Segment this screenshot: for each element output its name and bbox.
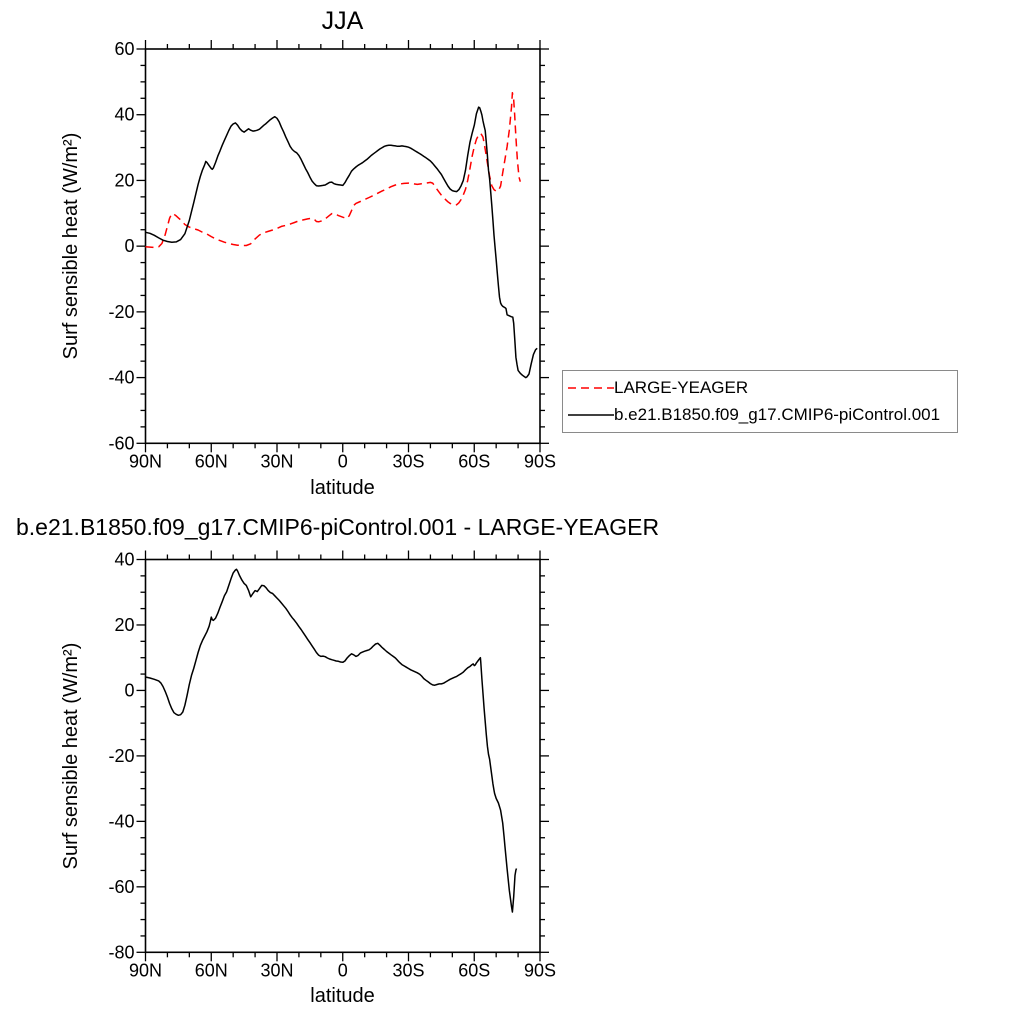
svg-text:-60: -60: [108, 433, 135, 454]
top-chart-y-axis-label: Surf sensible heat (W/m²): [60, 132, 82, 360]
svg-text:30S: 30S: [392, 451, 425, 472]
svg-text:90N: 90N: [128, 451, 163, 472]
svg-text:60N: 60N: [194, 451, 228, 472]
svg-text:-60: -60: [108, 876, 135, 897]
svg-text:-20: -20: [108, 745, 135, 766]
svg-text:-20: -20: [108, 301, 135, 322]
svg-text:-40: -40: [108, 367, 135, 388]
svg-text:20: 20: [114, 614, 135, 635]
svg-text:90S: 90S: [523, 960, 557, 981]
svg-text:60S: 60S: [458, 960, 491, 981]
svg-text:40: 40: [114, 104, 135, 125]
svg-text:0: 0: [124, 680, 135, 701]
svg-text:-80: -80: [108, 942, 135, 963]
svg-text:90N: 90N: [128, 960, 163, 981]
svg-text:0: 0: [124, 236, 135, 257]
svg-text:90S: 90S: [523, 451, 557, 472]
legend-label: b.e21.B1850.f09_g17.CMIP6-piControl.001: [614, 405, 941, 424]
svg-text:0: 0: [337, 960, 348, 981]
legend-label: LARGE-YEAGER: [614, 378, 749, 397]
legend-line-solid-icon: [568, 412, 614, 418]
top-chart-title: JJA: [321, 7, 364, 35]
svg-text:-40: -40: [108, 811, 135, 832]
legend-line-dashed-icon: [568, 385, 614, 391]
legend: [562, 370, 958, 433]
bottom-chart-title: b.e21.B1850.f09_g17.CMIP6-piControl.001 - LARGE-YEAGER: [16, 514, 660, 540]
svg-text:60S: 60S: [458, 451, 491, 472]
svg-text:0: 0: [337, 451, 348, 472]
svg-text:20: 20: [114, 170, 135, 191]
legend-entry-picontrol: [563, 405, 957, 425]
svg-text:30S: 30S: [392, 960, 425, 981]
svg-text:60: 60: [114, 39, 135, 59]
bottom-chart-y-axis-label: Surf sensible heat (W/m²): [60, 642, 82, 870]
bottom-chart-x-axis-label: latitude: [310, 985, 375, 1007]
legend-entry-large-yeager: [563, 378, 957, 398]
top-chart-x-axis-label: latitude: [310, 477, 375, 499]
svg-text:40: 40: [114, 549, 135, 570]
svg-text:60N: 60N: [194, 960, 228, 981]
svg-text:30N: 30N: [260, 960, 294, 981]
svg-text:30N: 30N: [260, 451, 294, 472]
